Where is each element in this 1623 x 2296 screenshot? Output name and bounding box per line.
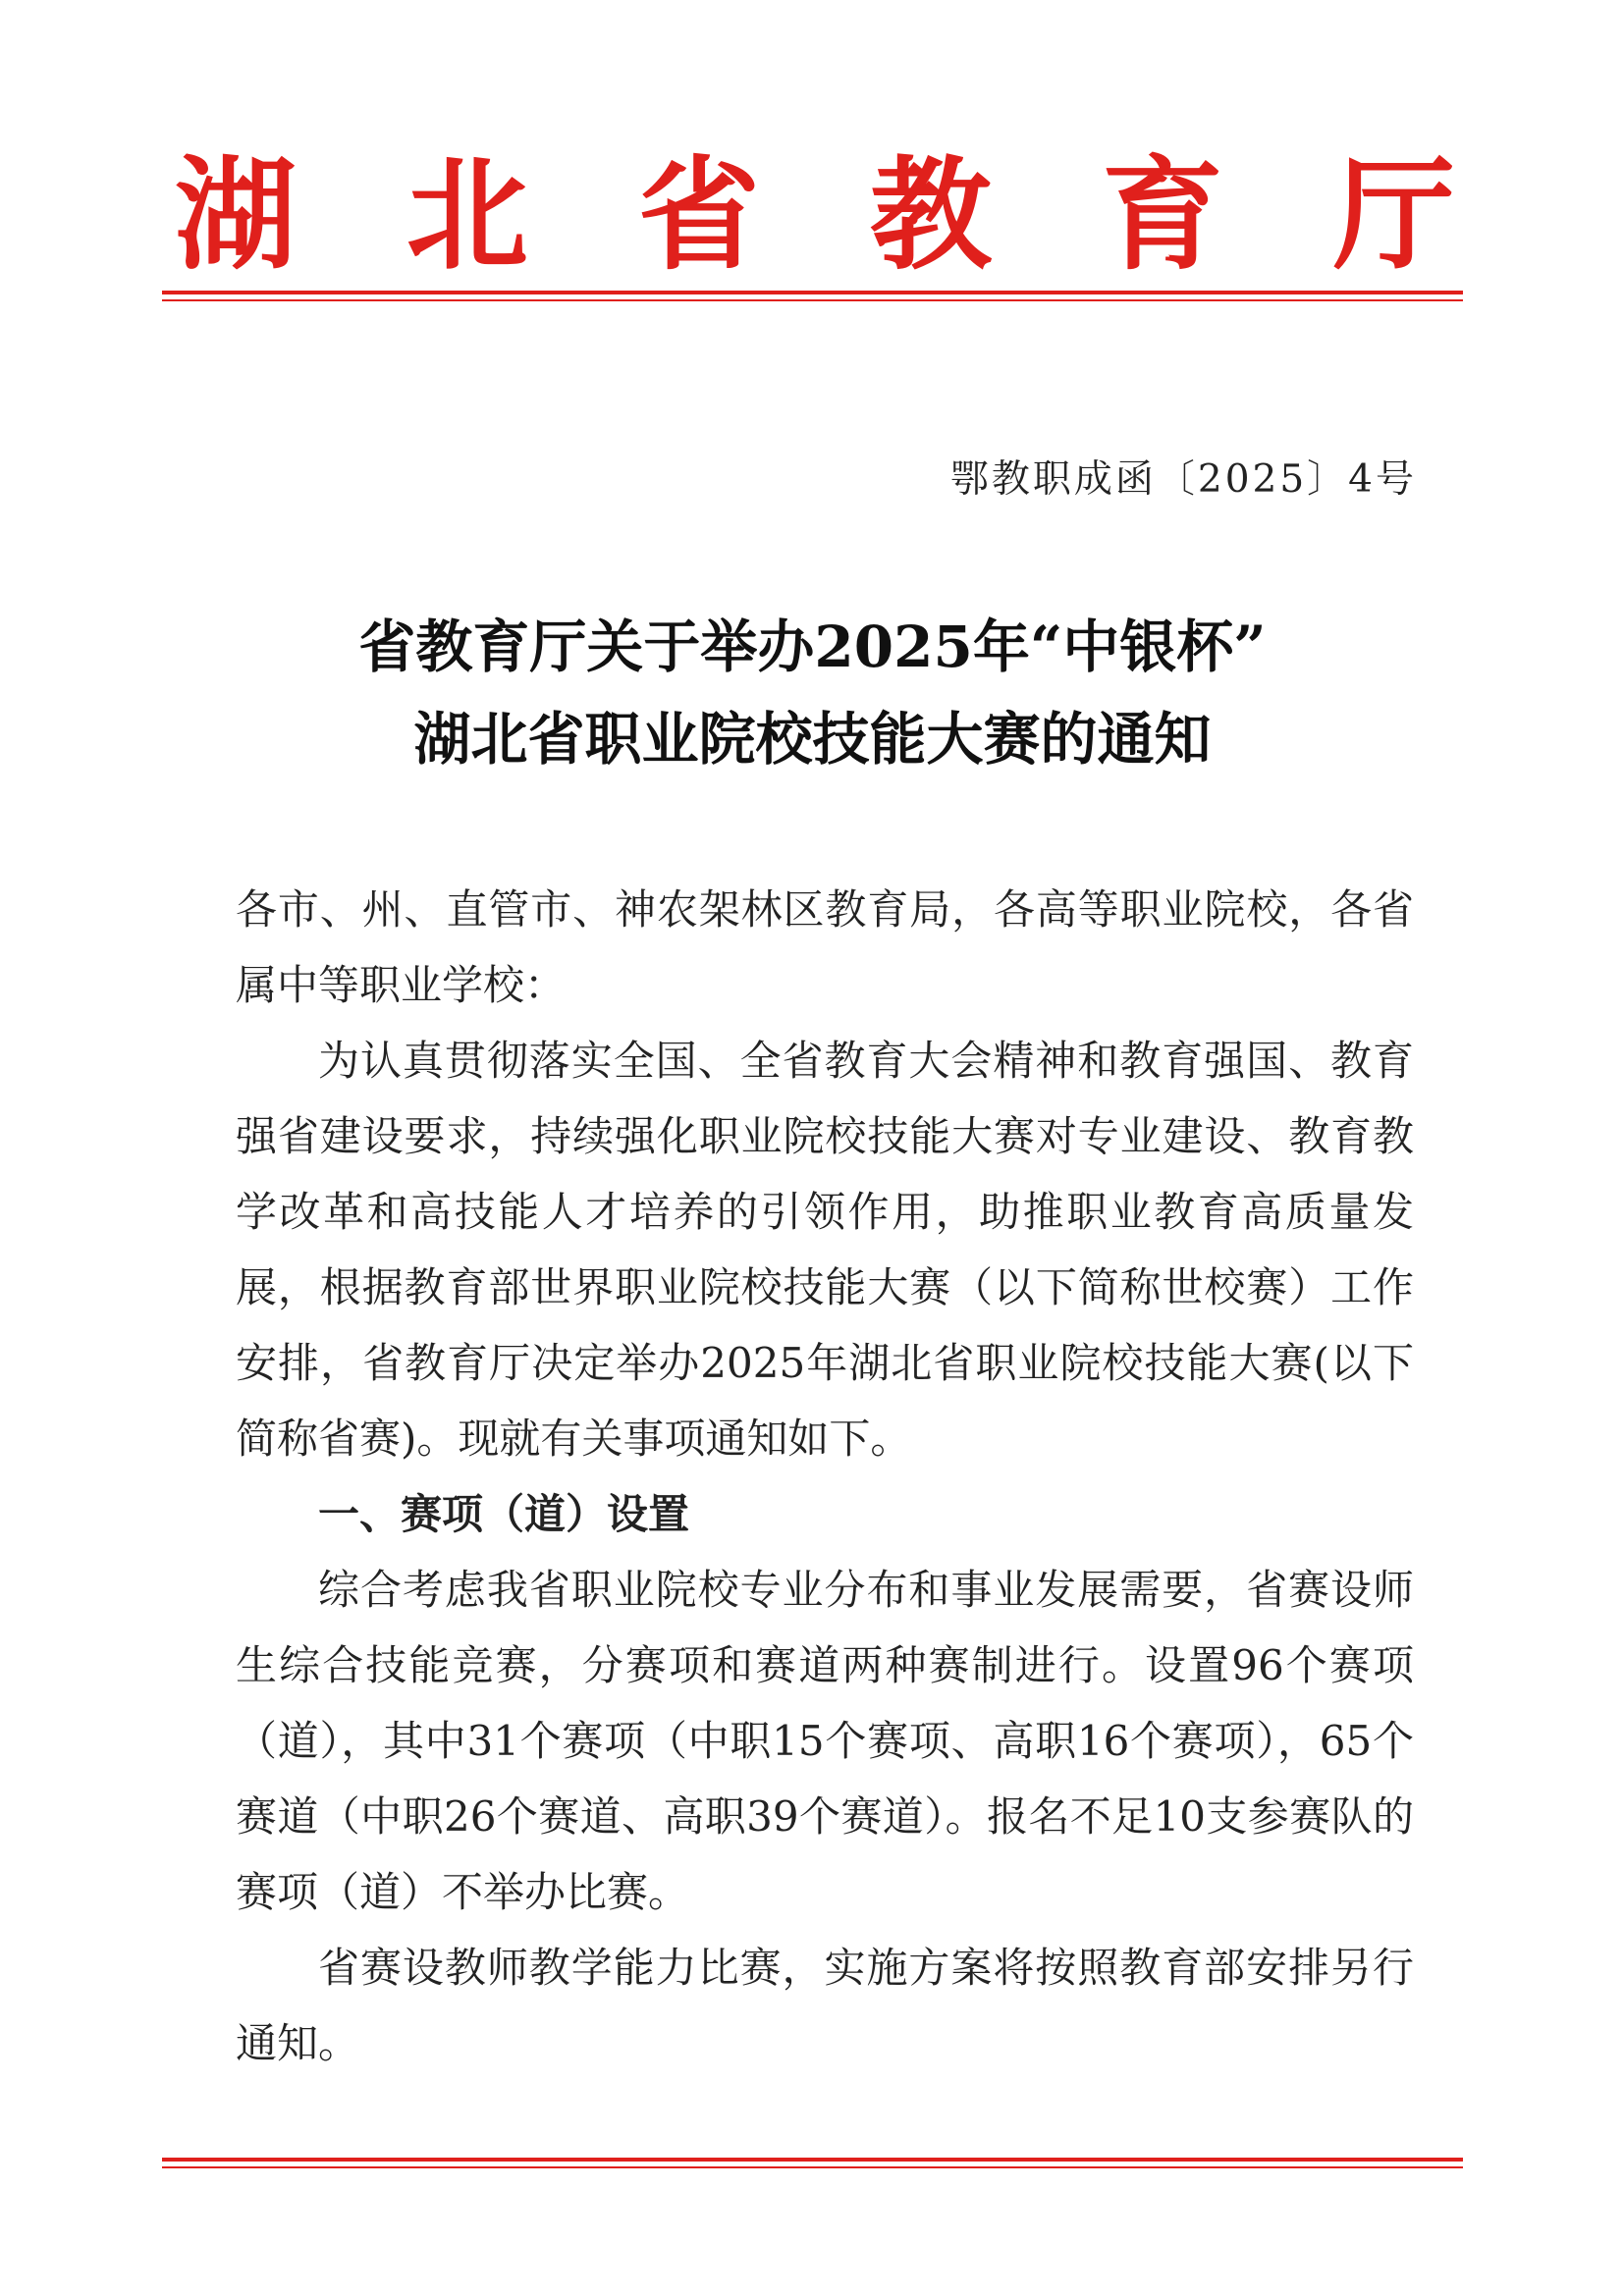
title-line-1: 省教育厅关于举办2025年“中银杯” (358, 614, 1267, 680)
header-red-rule (162, 291, 1463, 301)
masthead-char: 育 (1101, 145, 1223, 287)
masthead-char: 省 (637, 145, 760, 287)
masthead-char: 湖 (174, 145, 297, 287)
title-line-2: 湖北省职业院校技能大赛的通知 (413, 706, 1212, 773)
body-paragraph: 省赛设教师教学能力比赛，实施方案将按照教育部安排另行通知。 (236, 1944, 1414, 2067)
masthead-char: 厅 (1332, 145, 1455, 287)
salutation: 各市、州、直管市、神农架林区教育局，各高等职业院校，各省属中等职业学校： (236, 885, 1414, 1009)
masthead-char: 教 (869, 145, 992, 287)
body-paragraph: 综合考虑我省职业院校专业分布和事业发展需要，省赛设师生综合技能竞赛，分赛项和赛道两种赛制进行。设置96个赛项（道），其中31个赛项（中职15个赛项、高职16个赛项），65个赛道（中职26个赛道、高职39个赛道）。报名不足10支参赛队的赛项（道）不举办比赛。 (236, 1566, 1414, 1916)
masthead-title (162, 147, 1468, 285)
footer-red-rule (162, 2158, 1463, 2168)
body-paragraph: 为认真贯彻落实全国、全省教育大会精神和教育强国、教育强省建设要求，持续强化职业院校技能大赛对专业建设、教育教学改革和高技能人才培养的引领作用，助推职业教育高质量发展，根据教育部世界职业院校技能大赛（以下简称世校赛）工作安排，省教育厅决定举办2025年湖北省职业院校技能大赛(以下简称省赛)。现就有关事项通知如下。 (236, 1037, 1414, 1463)
masthead-char: 北 (406, 145, 528, 287)
section-heading: 一、赛项（道）设置 (318, 1490, 690, 1538)
document-number: 鄂教职成函〔2025〕4号 (949, 457, 1417, 502)
document-body (236, 872, 1414, 2081)
